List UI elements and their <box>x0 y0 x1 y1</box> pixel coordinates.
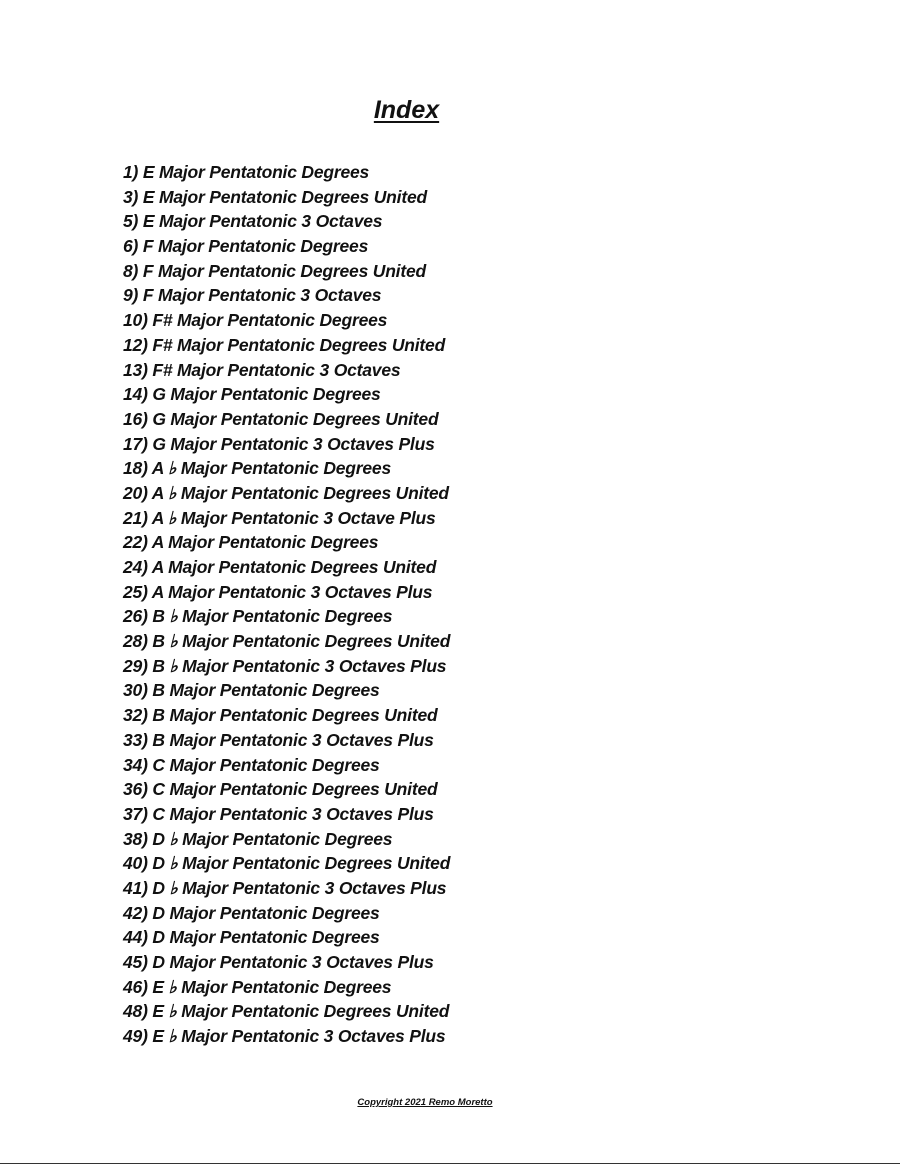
index-entry: 16) G Major Pentatonic Degrees United <box>123 408 439 429</box>
index-entry: 46) E ♭ Major Pentatonic Degrees <box>123 976 392 997</box>
index-entry: 45) D Major Pentatonic 3 Octaves Plus <box>123 952 434 972</box>
index-entry: 17) G Major Pentatonic 3 Octaves Plus <box>123 433 435 454</box>
index-entry: 20) A ♭ Major Pentatonic Degrees United <box>123 482 449 503</box>
index-entry: 42) D Major Pentatonic Degrees <box>123 902 380 923</box>
index-entry: 1) E Major Pentatonic Degrees <box>123 162 370 182</box>
index-entry: 9) F Major Pentatonic 3 Octaves <box>123 285 382 306</box>
page-title: Index <box>373 96 440 124</box>
index-entry: 29) B ♭ Major Pentatonic 3 Octaves Plus <box>123 655 447 676</box>
index-entry: 12) F# Major Pentatonic Degrees United <box>123 334 446 355</box>
index-entry: 41) D ♭ Major Pentatonic 3 Octaves Plus <box>123 877 447 898</box>
index-entry: 6) F Major Pentatonic Degrees <box>123 236 369 257</box>
index-entry: 22) A Major Pentatonic Degrees <box>123 532 379 553</box>
index-entry: 48) E ♭ Major Pentatonic Degrees United <box>123 1001 450 1022</box>
index-entry: 49) E ♭ Major Pentatonic 3 Octaves Plus <box>123 1026 446 1047</box>
index-entry: 33) B Major Pentatonic 3 Octaves Plus <box>123 729 434 750</box>
index-entry: 21) A ♭ Major Pentatonic 3 Octave Plus <box>123 507 436 528</box>
index-entry: 25) A Major Pentatonic 3 Octaves Plus <box>123 581 433 602</box>
index-entry: 14) G Major Pentatonic Degrees <box>123 384 381 405</box>
index-entry: 28) B ♭ Major Pentatonic Degrees United <box>123 631 451 652</box>
index-entry: 37) C Major Pentatonic 3 Octaves Plus <box>123 803 434 824</box>
index-entry: 26) B ♭ Major Pentatonic Degrees <box>123 606 393 627</box>
index-entry: 5) E Major Pentatonic 3 Octaves <box>123 211 383 232</box>
copyright-notice: Copyright 2021 Remo Moretto <box>357 1097 493 1108</box>
index-entry: 36) C Major Pentatonic Degrees United <box>123 779 438 800</box>
index-entry: 24) A Major Pentatonic Degrees United <box>123 557 437 577</box>
index-entry: 34) C Major Pentatonic Degrees <box>123 754 380 775</box>
index-entry: 32) B Major Pentatonic Degrees United <box>123 705 438 726</box>
index-list <box>123 160 450 1049</box>
index-entry: 30) B Major Pentatonic Degrees <box>123 680 380 701</box>
index-entry: 8) F Major Pentatonic Degrees United <box>123 260 426 281</box>
index-entry: 40) D ♭ Major Pentatonic Degrees United <box>123 853 451 874</box>
index-entry: 13) F# Major Pentatonic 3 Octaves <box>123 359 401 380</box>
index-entry: 10) F# Major Pentatonic Degrees <box>123 310 388 331</box>
index-entry: 38) D ♭ Major Pentatonic Degrees <box>123 828 393 849</box>
index-entry: 44) D Major Pentatonic Degrees <box>123 927 380 948</box>
index-entry: 18) A ♭ Major Pentatonic Degrees <box>123 458 391 479</box>
index-entry: 3) E Major Pentatonic Degrees United <box>123 186 427 207</box>
